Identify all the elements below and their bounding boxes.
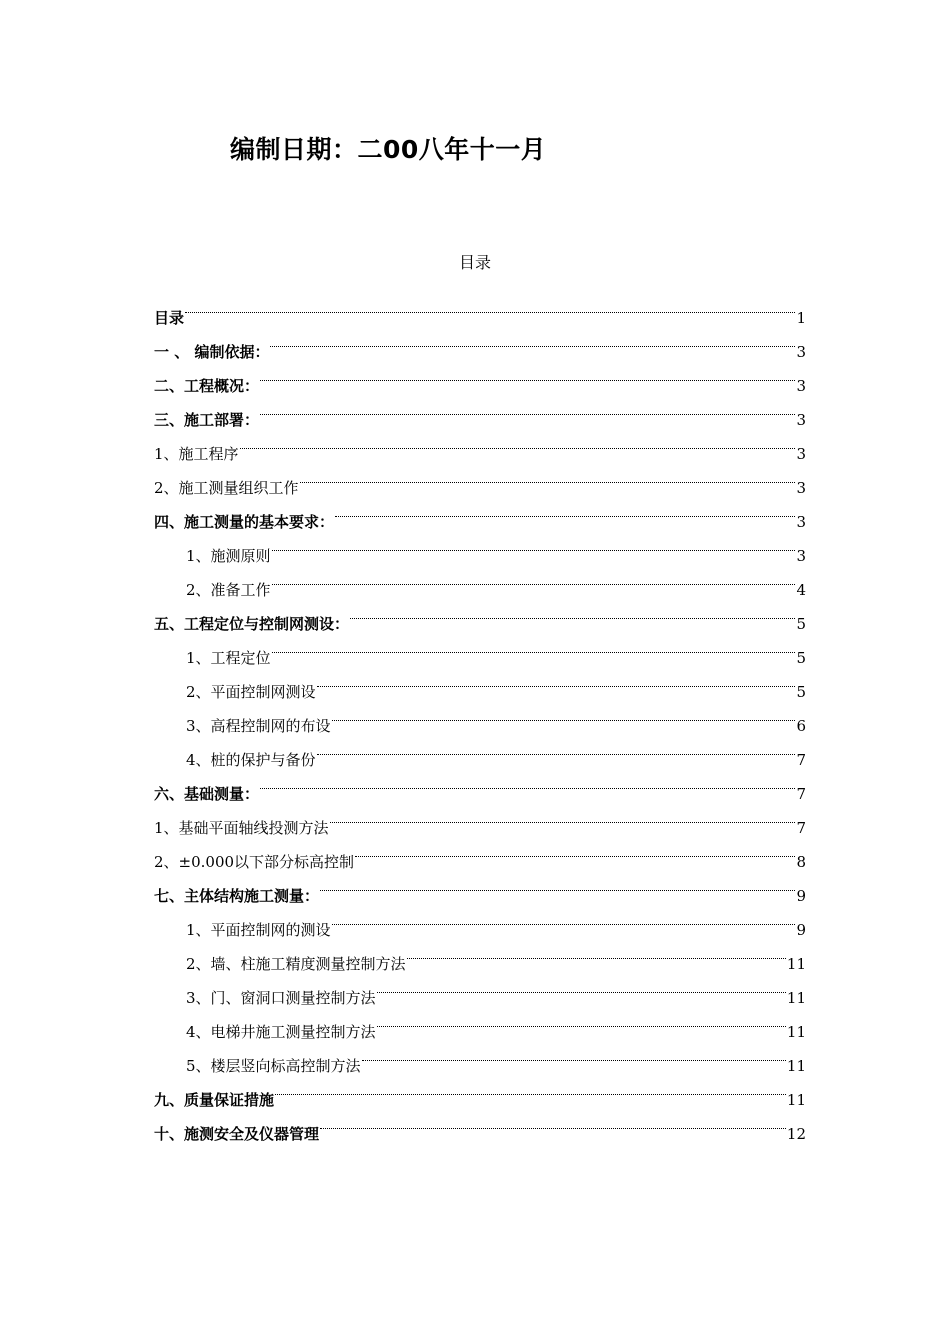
toc-leader-dots	[272, 527, 796, 561]
toc-leader-dots	[335, 493, 795, 527]
toc-entry-label: 二、工程概况：	[154, 377, 260, 395]
toc-entry[interactable]	[154, 323, 806, 361]
toc-entry-page: 4	[796, 581, 806, 599]
toc-entry-label: 1、施工程序	[154, 445, 239, 463]
toc-entry-page: 3	[796, 377, 806, 395]
toc-entry-label: 1、平面控制网的测设	[186, 921, 331, 939]
toc-entry[interactable]	[154, 459, 806, 497]
table-of-contents	[154, 289, 806, 1143]
toc-entry-label: 九、质量保证措施	[154, 1091, 275, 1109]
toc-entry-label: 4、桩的保护与备份	[186, 751, 316, 769]
toc-entry-label: 一 、 编制依据：	[154, 343, 270, 361]
toc-entry-page: 12	[786, 1125, 806, 1143]
toc-entry-label: 1、施测原则	[186, 547, 271, 565]
toc-entry-page: 9	[796, 921, 806, 939]
toc-leader-dots	[355, 833, 795, 867]
toc-leader-dots	[260, 357, 795, 391]
toc-entry-page: 6	[796, 717, 806, 735]
toc-entry-page: 7	[796, 751, 806, 769]
toc-entry-page: 11	[786, 1057, 806, 1075]
toc-entry-page: 7	[796, 819, 806, 837]
toc-leader-dots	[362, 1037, 786, 1071]
toc-leader-dots	[377, 969, 786, 1003]
toc-leader-dots	[317, 731, 796, 765]
toc-leader-dots	[377, 1003, 786, 1037]
toc-leader-dots	[320, 867, 795, 901]
toc-entry-page: 11	[786, 989, 806, 1007]
toc-leader-dots	[272, 561, 796, 595]
toc-leader-dots	[260, 391, 795, 425]
toc-entry-label: 七、主体结构施工测量：	[154, 887, 320, 905]
toc-entry-label: 1、基础平面轴线投测方法	[154, 819, 329, 837]
toc-entry-label: 3、门、窗洞口测量控制方法	[186, 989, 376, 1007]
toc-entry-page: 1	[796, 309, 806, 327]
toc-entry-page: 11	[786, 955, 806, 973]
toc-leader-dots	[270, 323, 795, 357]
toc-leader-dots	[330, 799, 796, 833]
toc-entry-page: 11	[786, 1023, 806, 1041]
toc-entry-label: 3、高程控制网的布设	[186, 717, 331, 735]
toc-leader-dots	[272, 629, 796, 663]
toc-entry-label: 2、平面控制网测设	[186, 683, 316, 701]
toc-entry-page: 3	[796, 479, 806, 497]
toc-leader-dots	[275, 1071, 786, 1105]
toc-leader-dots	[185, 289, 795, 323]
toc-entry-label: 2、准备工作	[186, 581, 271, 599]
toc-leader-dots	[350, 595, 795, 629]
compile-date: 编制日期：二00八年十一月	[230, 135, 547, 164]
toc-entry-label: 1、工程定位	[186, 649, 271, 667]
toc-leader-dots	[317, 663, 796, 697]
toc-entry-label: 目录	[154, 309, 185, 327]
toc-leader-dots	[240, 425, 796, 459]
toc-entry-page: 7	[796, 785, 806, 803]
toc-leader-dots	[332, 697, 796, 731]
toc-entry-page: 3	[796, 343, 806, 361]
toc-entry-label: 六、基础测量：	[154, 785, 260, 803]
toc-leader-dots	[407, 935, 786, 969]
toc-entry-page: 3	[796, 513, 806, 531]
toc-leader-dots	[260, 765, 795, 799]
toc-entry-label: 4、电梯井施工测量控制方法	[186, 1023, 376, 1041]
toc-entry-page: 5	[796, 649, 806, 667]
toc-leader-dots	[320, 1105, 786, 1139]
toc-entry-label: 三、施工部署：	[154, 411, 260, 429]
toc-heading: 目录	[458, 253, 491, 272]
toc-entry-page: 3	[796, 547, 806, 565]
toc-entry[interactable]	[154, 289, 806, 327]
toc-leader-dots	[332, 901, 796, 935]
toc-entry[interactable]	[154, 425, 806, 463]
toc-entry-label: 四、施工测量的基本要求：	[154, 513, 335, 531]
toc-entry-label: 2、±0.000以下部分标高控制	[154, 853, 355, 871]
toc-entry-page: 11	[786, 1091, 806, 1109]
toc-entry-page: 5	[796, 615, 806, 633]
toc-entry-page: 5	[796, 683, 806, 701]
toc-leader-dots	[300, 459, 796, 493]
toc-entry-label: 十、施测安全及仪器管理	[154, 1125, 320, 1143]
toc-entry-label: 2、墙、柱施工精度测量控制方法	[186, 955, 406, 973]
toc-entry-label: 2、施工测量组织工作	[154, 479, 299, 497]
toc-entry-label: 五、工程定位与控制网测设：	[154, 615, 350, 633]
toc-entry-page: 9	[796, 887, 806, 905]
toc-entry-page: 3	[796, 445, 806, 463]
toc-entry-page: 8	[796, 853, 806, 871]
toc-entry-page: 3	[796, 411, 806, 429]
toc-entry-label: 5、楼层竖向标高控制方法	[186, 1057, 361, 1075]
